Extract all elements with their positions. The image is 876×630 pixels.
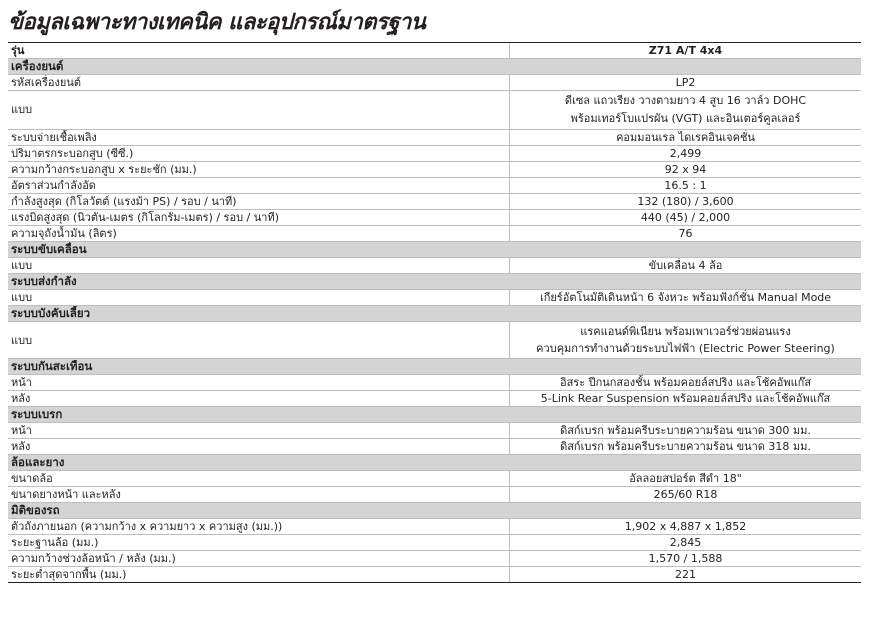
spec-label: แบบ (8, 322, 510, 359)
spec-row (8, 551, 861, 567)
section-title: ระบบบังคับเลี้ยว (8, 306, 861, 322)
spec-value-line: 2,499 (669, 147, 702, 160)
spec-value-line: ขับเคลื่อน 4 ล้อ (648, 259, 723, 272)
spec-value (510, 130, 862, 146)
spec-value (510, 75, 862, 91)
spec-value-line: 1,902 x 4,887 x 1,852 (624, 520, 747, 533)
spec-value (510, 258, 862, 274)
spec-value-line: 76 (678, 227, 693, 240)
spec-value (510, 471, 862, 487)
spec-value (510, 91, 862, 130)
section-header-row (8, 306, 861, 322)
spec-label: หน้า (8, 375, 510, 391)
section-header-row (8, 59, 861, 75)
spec-value-line: ดิสก์เบรก พร้อมครีบระบายความร้อน ขนาด 300 มม. (560, 424, 811, 437)
spec-label: ขนาดยางหน้า และหลัง (8, 487, 510, 503)
spec-row (8, 567, 861, 583)
spec-value-line: 265/60 R18 (653, 488, 718, 501)
section-header-row (8, 503, 861, 519)
section-header-row (8, 242, 861, 258)
spec-label: แบบ (8, 290, 510, 306)
section-header-row (8, 455, 861, 471)
spec-value-line: แรคแอนด์พิเนียน พร้อมเพาเวอร์ช่วยผ่อนแรง (580, 325, 791, 338)
spec-label: อัตราส่วนกำลังอัด (8, 178, 510, 194)
spec-label: ขนาดล้อ (8, 471, 510, 487)
spec-value-line: 92 x 94 (664, 163, 707, 176)
spec-value-line: 16.5 : 1 (664, 179, 707, 192)
spec-value-line: พร้อมเทอร์โบแปรผัน (VGT) และอินเตอร์คูลเลอร์ (570, 112, 801, 125)
spec-value (510, 210, 862, 226)
spec-row (8, 375, 861, 391)
spec-label: ระยะต่ำสุดจากพื้น (มม.) (8, 567, 510, 583)
section-header-row (8, 274, 861, 290)
spec-value (510, 535, 862, 551)
spec-value-line: 1,570 / 1,588 (648, 552, 723, 565)
section-title: ระบบเบรก (8, 407, 861, 423)
spec-label: หน้า (8, 423, 510, 439)
section-title: ระบบกันสะเทือน (8, 359, 861, 375)
spec-label: กำลังสูงสุด (กิโลวัตต์ (แรงม้า PS) / รอบ / นาที) (8, 194, 510, 210)
spec-value (510, 194, 862, 210)
spec-row (8, 519, 861, 535)
spec-label: ระยะฐานล้อ (มม.) (8, 535, 510, 551)
spec-value-line: อัลลอยสปอร์ต สีดำ 18" (629, 472, 742, 485)
spec-value-line: LP2 (675, 76, 696, 89)
spec-row (8, 290, 861, 306)
spec-row (8, 487, 861, 503)
model-header-row (8, 43, 861, 59)
spec-label: ความกว้างช่วงล้อหน้า / หลัง (มม.) (8, 551, 510, 567)
spec-row (8, 391, 861, 407)
spec-value-line: 5-Link Rear Suspension พร้อมคอยล์สปริง และโช้คอัพแก๊ส (540, 392, 831, 405)
spec-value (510, 290, 862, 306)
spec-table (8, 42, 861, 583)
spec-value (510, 391, 862, 407)
spec-row (8, 535, 861, 551)
spec-row (8, 194, 861, 210)
section-header-row (8, 407, 861, 423)
spec-row (8, 226, 861, 242)
spec-value-line: ดิสก์เบรก พร้อมครีบระบายความร้อน ขนาด 318 มม. (560, 440, 811, 453)
spec-label: ปริมาตรกระบอกสูบ (ซีซี.) (8, 146, 510, 162)
spec-value (510, 375, 862, 391)
spec-value-line: เกียร์อัตโนมัติเดินหน้า 6 จังหวะ พร้อมฟังก์ชั่น Manual Mode (539, 291, 832, 304)
section-title: ระบบส่งกำลัง (8, 274, 861, 290)
spec-row (8, 258, 861, 274)
spec-row (8, 322, 861, 359)
spec-row (8, 423, 861, 439)
spec-value (510, 178, 862, 194)
spec-value-line: ควบคุมการทำงานด้วยระบบไฟฟ้า (Electric Power Steering) (536, 342, 835, 355)
spec-row (8, 130, 861, 146)
spec-row (8, 210, 861, 226)
section-title: มิติของรถ (8, 503, 861, 519)
spec-value (510, 423, 862, 439)
spec-row (8, 471, 861, 487)
model-value: Z71 A/T 4x4 (510, 43, 862, 59)
spec-value (510, 146, 862, 162)
spec-row (8, 439, 861, 455)
spec-row (8, 146, 861, 162)
spec-value (510, 519, 862, 535)
spec-label: แรงบิดสูงสุด (นิวตัน-เมตร (กิโลกรัม-เมตร) / รอบ / นาที) (8, 210, 510, 226)
section-title: เครื่องยนต์ (8, 59, 861, 75)
spec-value-line: คอมมอนเรล ไดเรคอินเจคชั่น (616, 131, 755, 144)
spec-value-line: 132 (180) / 3,600 (637, 195, 734, 208)
spec-value (510, 567, 862, 583)
spec-value (510, 226, 862, 242)
section-title: ล้อและยาง (8, 455, 861, 471)
page-title: ข้อมูลเฉพาะทางเทคนิค และอุปกรณ์มาตรฐาน (8, 10, 426, 35)
spec-value-line: อิสระ ปีกนกสองชั้น พร้อมคอยล์สปริง และโช้คอัพแก๊ส (559, 376, 812, 389)
model-label: รุ่น (8, 43, 510, 59)
section-header-row (8, 359, 861, 375)
section-title: ระบบขับเคลื่อน (8, 242, 861, 258)
spec-label: แบบ (8, 258, 510, 274)
spec-label: ระบบจ่ายเชื้อเพลิง (8, 130, 510, 146)
spec-label: แบบ (8, 91, 510, 130)
spec-value-line: 2,845 (669, 536, 702, 549)
spec-value (510, 322, 862, 359)
spec-value (510, 551, 862, 567)
spec-row (8, 91, 861, 130)
spec-value (510, 487, 862, 503)
spec-value (510, 162, 862, 178)
spec-label: หลัง (8, 391, 510, 407)
spec-value (510, 439, 862, 455)
spec-label: หลัง (8, 439, 510, 455)
spec-value-line: 440 (45) / 2,000 (640, 211, 731, 224)
spec-label: ตัวถังภายนอก (ความกว้าง x ความยาว x ความสูง (มม.)) (8, 519, 510, 535)
spec-value-line: ดีเซล แถวเรียง วางตามยาว 4 สูบ 16 วาล์ว DOHC (564, 94, 807, 107)
spec-label: ความจุถังน้ำมัน (ลิตร) (8, 226, 510, 242)
spec-row (8, 75, 861, 91)
spec-label: รหัสเครื่องยนต์ (8, 75, 510, 91)
spec-row (8, 178, 861, 194)
spec-label: ความกว้างกระบอกสูบ x ระยะชัก (มม.) (8, 162, 510, 178)
spec-row (8, 162, 861, 178)
spec-value-line: 221 (675, 568, 696, 581)
